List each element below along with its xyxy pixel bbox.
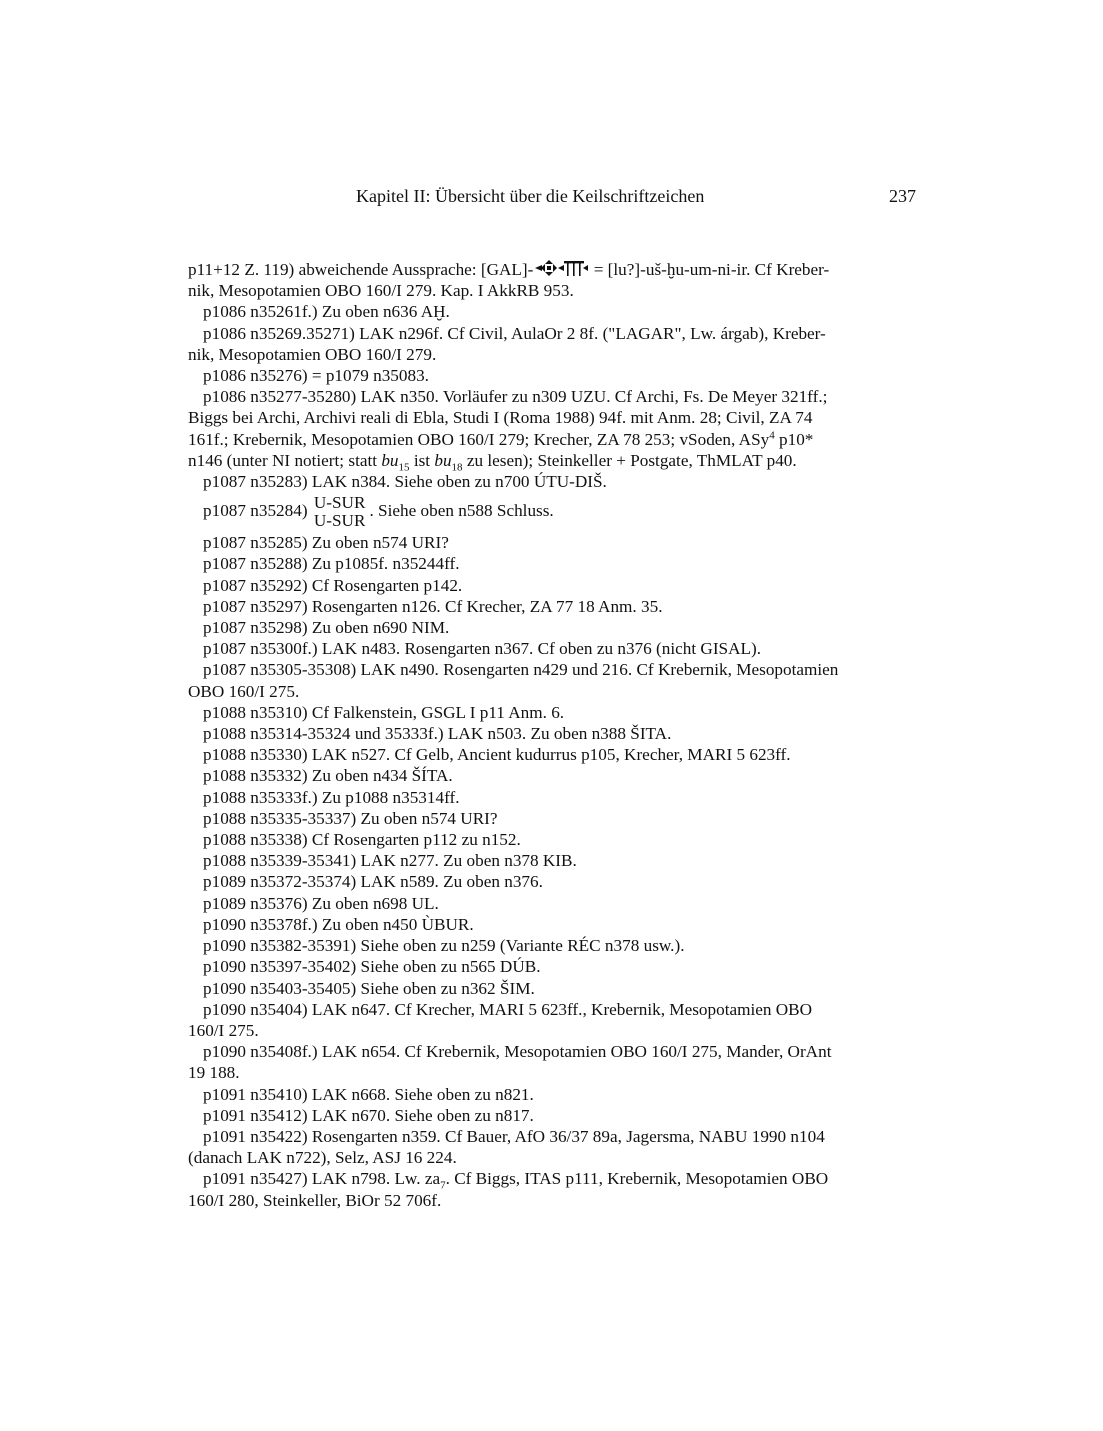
note-entry: p1088 n35310) Cf Falkenstein, GSGL I p11 Anm. 6.: [203, 702, 565, 722]
stacked-sign: U-SUR U-SUR: [313, 493, 366, 531]
note-entry: p1090 n35403-35405) Siehe oben zu n362 ŠIM.: [203, 978, 535, 998]
note-entry: p1088 n35332) Zu oben n434 ŠÍTA.: [203, 766, 453, 786]
note-entry: p1088 n35335-35337) Zu oben n574 URI?: [203, 808, 498, 828]
note-continuation: nik, Mesopotamien OBO 160/I 279. Kap. I AkkRB 953.: [188, 281, 574, 301]
note-entry: p1087 n35298) Zu oben n690 NIM.: [203, 618, 450, 638]
note-entry: p1090 n35378f.) Zu oben n450 ÙBUR.: [203, 914, 474, 934]
note-text: p11+12 Z. 119) abweichende Aussprache: [GAL]-: [188, 260, 534, 279]
note-entry: p1087 n35300f.) LAK n483. Rosengarten n367. Cf oben zu n376 (nicht GISAL).: [203, 639, 762, 659]
note-entry: p1091 n35410) LAK n668. Siehe oben zu n821.: [203, 1084, 534, 1104]
note-entry: p1087 n35305-35308) LAK n490. Rosengarten n429 und 216. Cf Krebernik, Mesopotamien OBO 160/I 275.: [188, 660, 839, 701]
note-entry: p1090 n35382-35391) Siehe oben zu n259 (Variante RÉC n378 usw.).: [203, 936, 685, 956]
page-number: 237: [889, 186, 916, 206]
note-entry: p1087 n35284) U-SUR U-SUR . Siehe oben n588 Schluss.: [203, 493, 554, 531]
note-entry: p1091 n35422) Rosengarten n359. Cf Bauer, AfO 36/37 89a, Jagersma, NABU 1990 n104 (danach LAK n722), Selz, ASJ 16 224.: [188, 1126, 825, 1168]
note-entry: p1088 n35339-35341) LAK n277. Zu oben n378 KIB.: [203, 851, 577, 871]
note-entry: p1087 n35297) Rosengarten n126. Cf Krecher, ZA 77 18 Anm. 35.: [203, 596, 663, 616]
note-entry: p1088 n35338) Cf Rosengarten p112 zu n152.: [203, 830, 521, 850]
note-entry: p1089 n35376) Zu oben n698 UL.: [203, 893, 439, 913]
note-entry: p1086 n35269.35271) LAK n296f. Cf Civil, AulaOr 2 8f. ("LAGAR", Lw. árgab), Kreber- nik, Mesopotamien OBO 160/I 279.: [188, 323, 826, 364]
cuneiform-sign-icon: [533, 258, 589, 278]
note-entry: p1087 n35288) Zu p1085f. n35244ff.: [203, 554, 460, 574]
note-entry: p1087 n35283) LAK n384. Siehe oben zu n700 ÚTU-DIŠ.: [203, 472, 607, 492]
note-entry: p1090 n35404) LAK n647. Cf Krecher, MARI 5 623ff., Krebernik, Mesopotamien OBO 160/I 275.: [188, 999, 813, 1040]
note-entry: p1091 n35412) LAK n670. Siehe oben zu n817.: [203, 1105, 534, 1125]
note-entry: p1086 n35277-35280) LAK n350. Vorläufer zu n309 UZU. Cf Archi, Fs. De Meyer 321ff.; Biggs bei Archi, Archivi reali di Ebla, Studi I (Roma 1988) 94f. mit Anm. 28; Civil, ZA 74 161f.; Krebernik, Mesopotamien OBO 160/I 279; Krecher, ZA 78 253; vSoden, ASy$^4$ p10* n146 (unter NI notiert; statt $bu_{15}$ ist $bu_{18}$ zu lesen); Steinkeller + Postgate, ThMLAT p40.: [188, 387, 828, 474]
note-entry: p1088 n35333f.) Zu p1088 n35314ff.: [203, 787, 460, 807]
note-entry: p1086 n35276) = p1079 n35083.: [203, 366, 429, 386]
note-entry: p1090 n35397-35402) Siehe oben zu n565 DÚB.: [203, 957, 541, 977]
note-entry: p1087 n35292) Cf Rosengarten p142.: [203, 575, 463, 595]
note-entry: p1086 n35261f.) Zu oben n636 AḪ.: [203, 302, 450, 322]
note-entry: p1088 n35314-35324 und 35333f.) LAK n503. Zu oben n388 ŠITA.: [203, 724, 672, 744]
note-entry: p1089 n35372-35374) LAK n589. Zu oben n376.: [203, 872, 543, 892]
note-text: = [lu?]-uš-ḫu-um-ni-ir. Cf Kreber-: [589, 260, 830, 279]
running-header: [356, 186, 916, 216]
note-entry: p1088 n35330) LAK n527. Cf Gelb, Ancient kudurrus p105, Krecher, MARI 5 623ff.: [203, 745, 791, 765]
notes-body: [188, 258, 923, 1211]
note-entry: [188, 258, 923, 301]
note-entry: p1090 n35408f.) LAK n654. Cf Krebernik, Mesopotamien OBO 160/I 275, Mander, OrAnt 19 188.: [188, 1042, 832, 1083]
note-entry: p1087 n35285) Zu oben n574 URI?: [203, 533, 449, 553]
running-title: Kapitel II: Übersicht über die Keilschriftzeichen: [356, 186, 705, 206]
note-entry: p1091 n35427) LAK n798. Lw. $za_7$. Cf Biggs, ITAS p111, Krebernik, Mesopotamien OBO 160/I 280, Steinkeller, BiOr 52 706f.: [188, 1169, 829, 1210]
